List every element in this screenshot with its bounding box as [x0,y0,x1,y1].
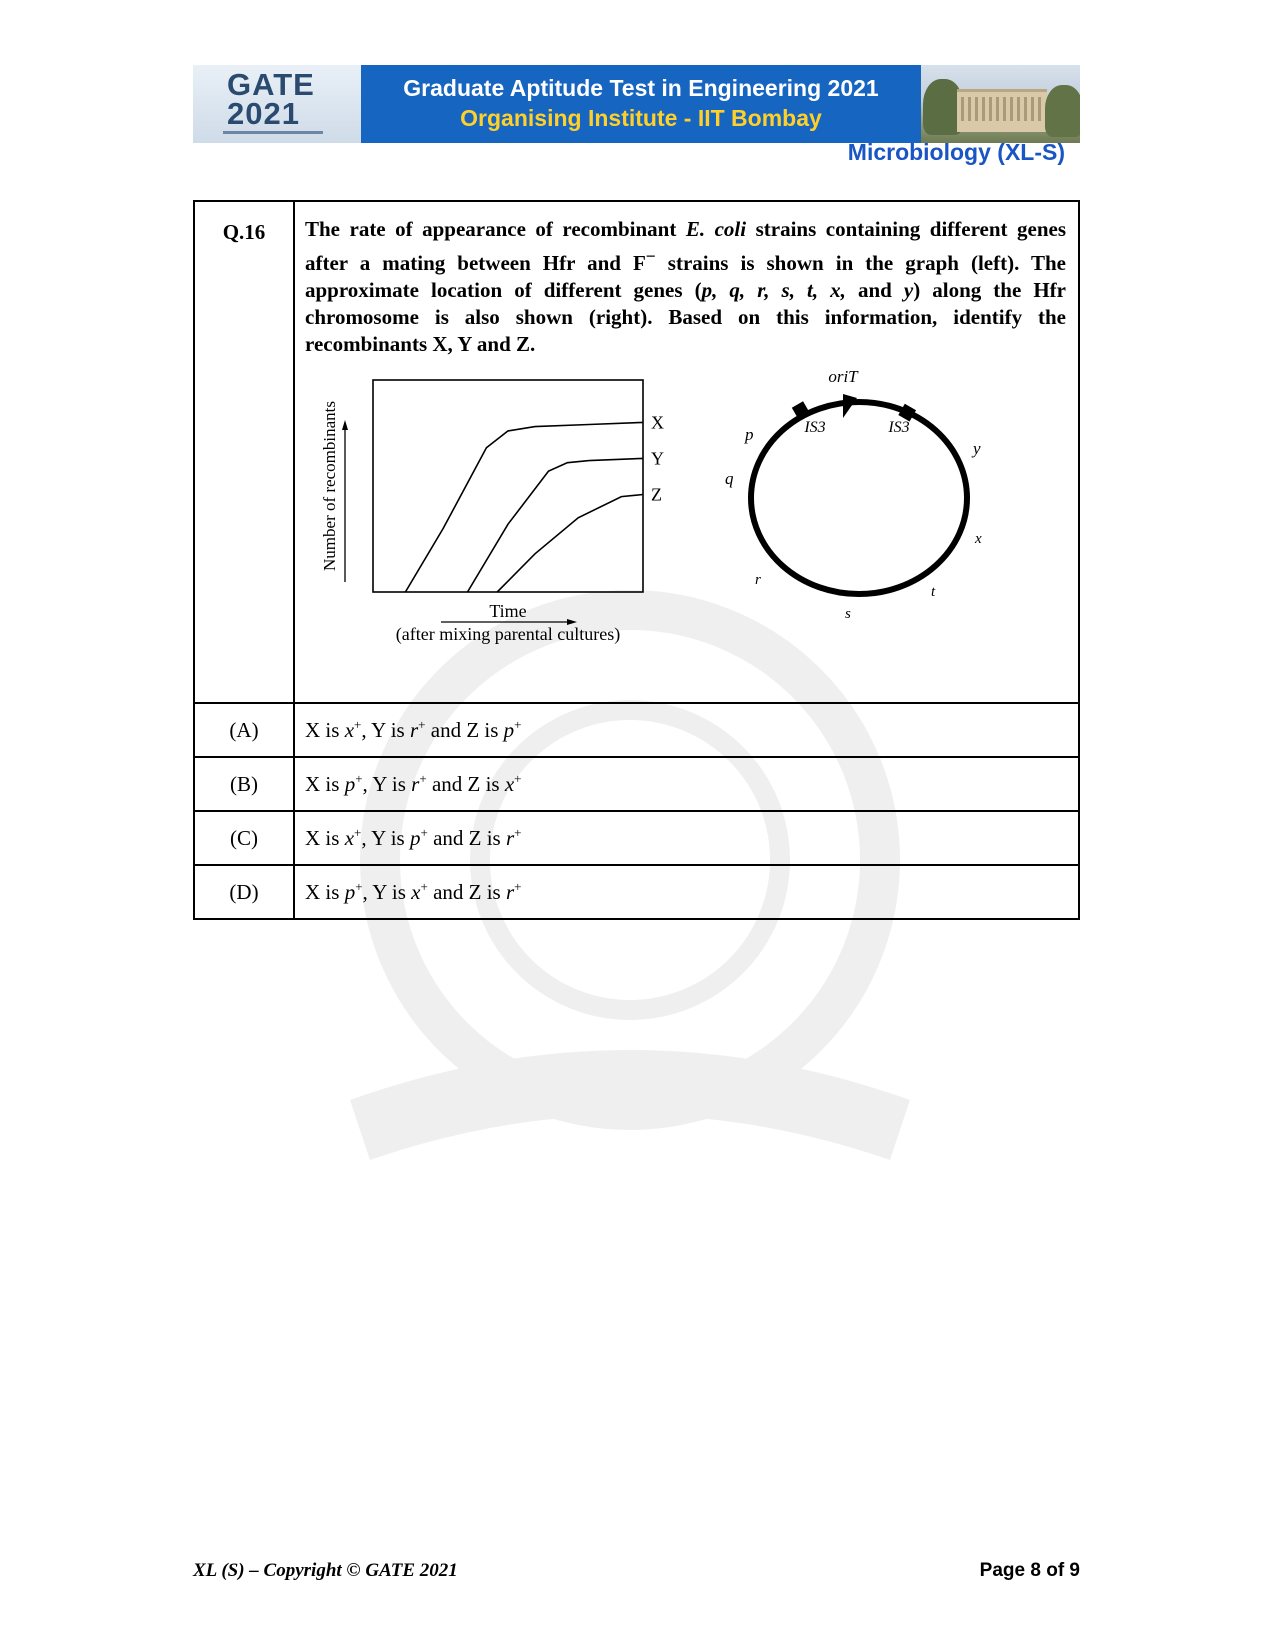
question-text-italic: E. coli [685,217,747,241]
logo-text-gate: GATE [227,67,315,102]
plus-superscript: + [355,771,363,786]
photo-tree-right [1045,85,1080,137]
question-figure [305,366,1065,702]
gene-label-s: s [845,606,851,622]
series-line-x [405,422,643,592]
orit-label: oriT [828,367,858,386]
logo-text-year: 2021 [227,96,300,131]
logo-underline [223,131,323,134]
plus-superscript: + [514,717,522,732]
option-text-part: X is [305,718,345,742]
campus-photo [921,65,1080,143]
header-banner [193,65,1080,143]
option-label: (A) [194,703,294,757]
gene-symbol: x [344,826,355,850]
option-row-a[interactable] [194,703,1079,757]
plus-superscript: + [514,825,522,840]
option-text-part: , Y is [362,880,412,904]
option-row-b[interactable] [194,757,1079,811]
chromosome-circle [751,402,967,594]
option-text [294,811,1079,865]
subject-title: Microbiology (XL-S) [847,139,1065,165]
option-text-part: and Z is [426,772,505,796]
series-label-z: Z [651,484,662,505]
option-text-part: , Y is [362,772,412,796]
option-text-part: X is [305,880,345,904]
option-text-part: X is [305,772,345,796]
plus-superscript: + [420,825,428,840]
plus-superscript: + [354,825,362,840]
series-line-y [468,458,644,592]
option-text [294,703,1079,757]
plus-superscript: + [355,879,363,894]
question-body [294,201,1079,703]
gene-symbol: p [409,826,421,850]
gene-symbol: r [411,772,420,796]
gene-label-r: r [755,572,761,588]
option-text-part: X is [305,826,345,850]
y-axis-label: Number of recombinants [320,401,339,571]
plot-series-labels [651,412,664,504]
option-text [294,757,1079,811]
gene-symbol: p [503,718,515,742]
option-label: (D) [194,865,294,919]
y-axis-arrowhead [342,420,348,430]
question-text-italic: y [903,278,914,302]
plus-superscript: + [420,879,428,894]
option-label: (B) [194,757,294,811]
is3-label-right: IS3 [888,419,910,436]
is3-label-left: IS3 [804,419,826,436]
gene-symbol: p [344,880,356,904]
option-text-part: and Z is [425,718,504,742]
gene-symbol: x [504,772,515,796]
option-row-d[interactable] [194,865,1079,919]
option-text-part: and Z is [427,880,506,904]
hfr-chromosome-map [705,366,1025,646]
option-text-part: , Y is [361,826,410,850]
orit-arrow [843,394,857,418]
gene-label-t: t [931,584,936,600]
gate-logo [193,65,361,143]
gene-label-q: q [725,469,734,488]
plot-series-group [405,422,643,592]
x-axis-label: Time [489,601,527,621]
option-text-part: and Z is [427,826,506,850]
x-axis-sublabel: (after mixing parental cultures) [395,624,621,644]
plus-superscript: + [418,717,426,732]
gene-label-p: p [745,425,754,444]
gene-symbol: r [505,826,515,850]
gene-symbol: r [505,880,515,904]
photo-building-windows [961,97,1043,121]
footer-page-number: Page 8 of 9 [979,1560,1080,1581]
option-text [294,865,1079,919]
question-text-part: and [845,278,904,302]
footer-copyright: XL (S) – Copyright © GATE 2021 [193,1560,458,1581]
gene-label-x: x [975,531,982,547]
gene-symbol: r [409,718,419,742]
question-text-italic: p, q, r, s, t, x, [701,278,846,302]
question-text [305,216,1066,358]
exam-title: Graduate Aptitude Test in Engineering 2021 [403,75,879,101]
question-table [193,200,1080,920]
question-text-part: The rate of appearance of recombinant [305,217,686,241]
organising-institute: Organising Institute - IIT Bombay [460,105,822,131]
plus-superscript: + [419,771,427,786]
question-text-part: strains containing different genes after a mating between Hfr and F [305,217,1067,275]
plot-frame [373,380,643,592]
option-label: (C) [194,811,294,865]
gene-symbol: p [344,772,356,796]
series-label-y: Y [651,448,664,469]
plus-superscript: + [354,717,362,732]
question-text-part: strains is shown in the graph (left). The approximate location of different genes ( [305,251,1066,302]
question-number: Q.16 [194,201,294,703]
recombinant-graph [305,366,685,702]
series-label-x: X [651,412,664,433]
exam-title-box [361,65,921,143]
option-text-part: , Y is [361,718,410,742]
question-text-part: ) along the Hfr chromosome is also shown (right). Based on this information, identify the recombinants X, Y and Z. [305,278,1066,356]
gene-label-y: y [973,439,981,458]
plus-superscript: + [514,879,522,894]
question-text-superscript: − [645,246,656,266]
gene-symbol: x [344,718,355,742]
gene-symbol: x [411,880,421,904]
plus-superscript: + [514,771,522,786]
option-row-c[interactable] [194,811,1079,865]
